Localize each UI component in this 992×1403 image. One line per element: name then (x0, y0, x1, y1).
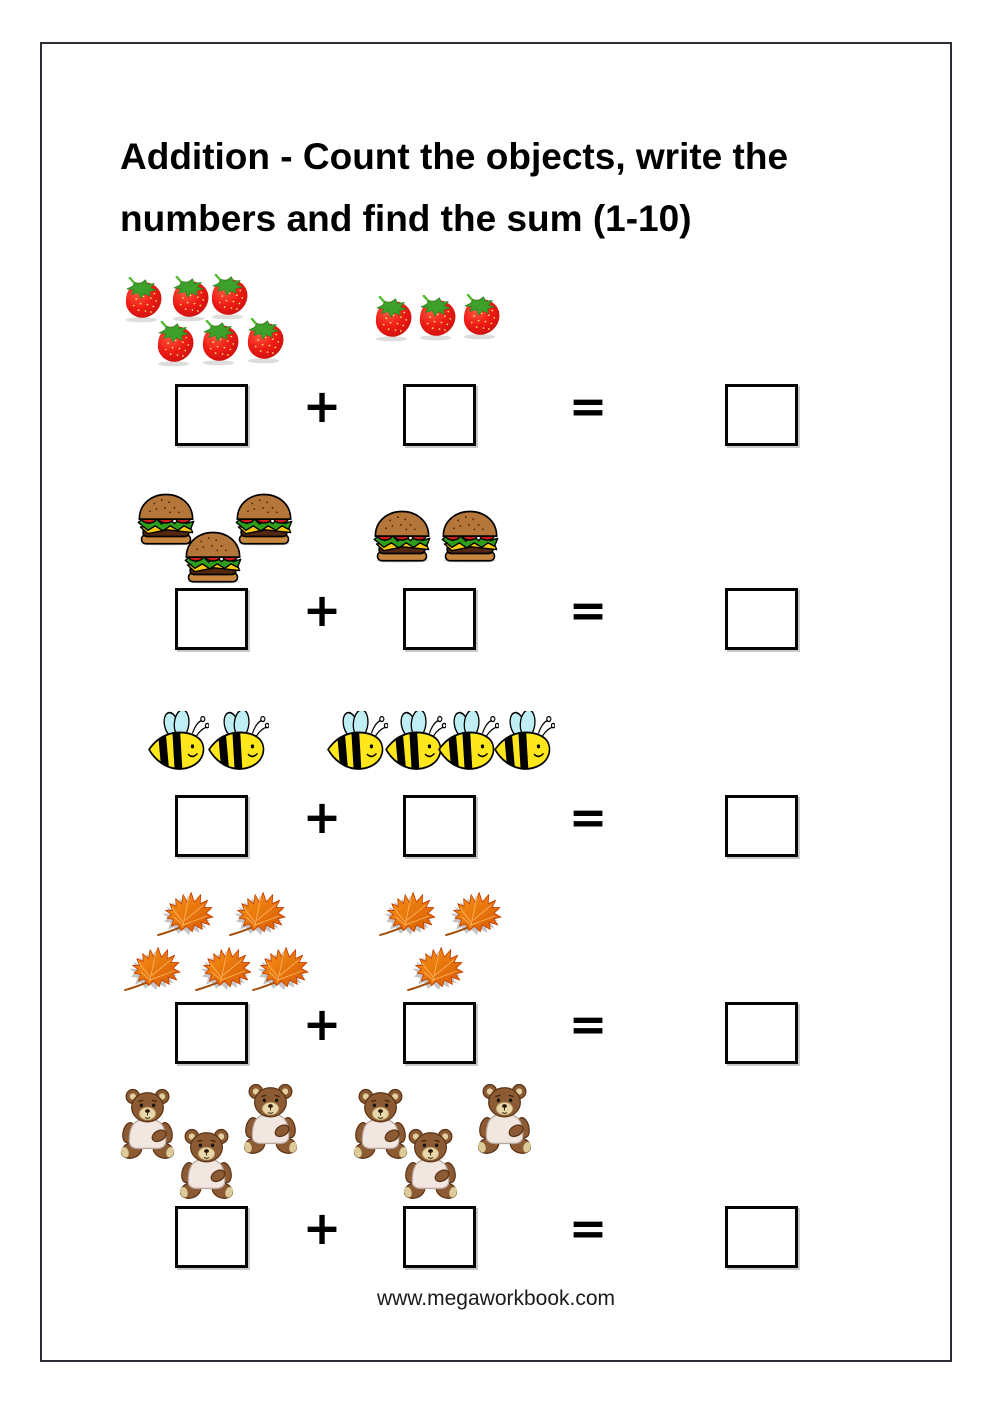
teddy-icon (176, 1127, 237, 1203)
worksheet-title-line2: numbers and find the sum (1-10) (120, 198, 692, 239)
burger-icon (181, 528, 245, 584)
strawberry-icon (120, 277, 169, 323)
equals-sign: = (568, 997, 608, 1051)
bee-icon (437, 711, 499, 773)
leaf-icon (195, 943, 259, 999)
teddy-icon (117, 1087, 178, 1163)
leaf-icon (252, 943, 316, 999)
addend2-box-leaf[interactable] (403, 1002, 476, 1064)
bee-icon (147, 711, 209, 773)
sum-box-burger[interactable] (725, 588, 798, 650)
equals-sign: = (568, 790, 608, 844)
addend2-box-burger[interactable] (403, 588, 476, 650)
addend2-box-bee[interactable] (403, 795, 476, 857)
sum-box-leaf[interactable] (725, 1002, 798, 1064)
addend1-box-teddy[interactable] (175, 1206, 248, 1268)
plus-sign: + (302, 997, 342, 1051)
addend2-box-strawberry[interactable] (403, 384, 476, 446)
addend1-box-burger[interactable] (175, 588, 248, 650)
leaf-icon (229, 888, 293, 944)
bee-icon (326, 711, 388, 773)
teddy-icon (240, 1082, 301, 1158)
addend1-box-leaf[interactable] (175, 1002, 248, 1064)
leaf-icon (445, 888, 509, 944)
burger-icon (438, 507, 502, 563)
strawberry-icon (414, 295, 463, 341)
addend2-box-teddy[interactable] (403, 1206, 476, 1268)
addend1-box-bee[interactable] (175, 795, 248, 857)
burger-icon (370, 507, 434, 563)
plus-sign: + (302, 1201, 342, 1255)
leaf-icon (379, 888, 443, 944)
worksheet-title (120, 126, 900, 250)
leaf-icon (157, 888, 221, 944)
equals-sign: = (568, 379, 608, 433)
teddy-icon (474, 1082, 535, 1158)
strawberry-icon (242, 318, 291, 364)
plus-sign: + (302, 379, 342, 433)
teddy-icon (400, 1127, 461, 1203)
strawberry-icon (197, 320, 246, 366)
strawberry-icon (206, 274, 255, 320)
strawberry-icon (370, 296, 419, 342)
sum-box-strawberry[interactable] (725, 384, 798, 446)
strawberry-icon (152, 321, 201, 367)
leaf-icon (124, 943, 188, 999)
plus-sign: + (302, 583, 342, 637)
bee-icon (207, 711, 269, 773)
plus-sign: + (302, 790, 342, 844)
sum-box-bee[interactable] (725, 795, 798, 857)
addend1-box-strawberry[interactable] (175, 384, 248, 446)
worksheet-title-line1: Addition - Count the objects, write the (120, 136, 789, 177)
equals-sign: = (568, 1201, 608, 1255)
leaf-icon (407, 943, 471, 999)
bee-icon (493, 711, 555, 773)
footer-url: www.megaworkbook.com (376, 1287, 616, 1310)
sum-box-teddy[interactable] (725, 1206, 798, 1268)
equals-sign: = (568, 583, 608, 637)
strawberry-icon (458, 294, 507, 340)
